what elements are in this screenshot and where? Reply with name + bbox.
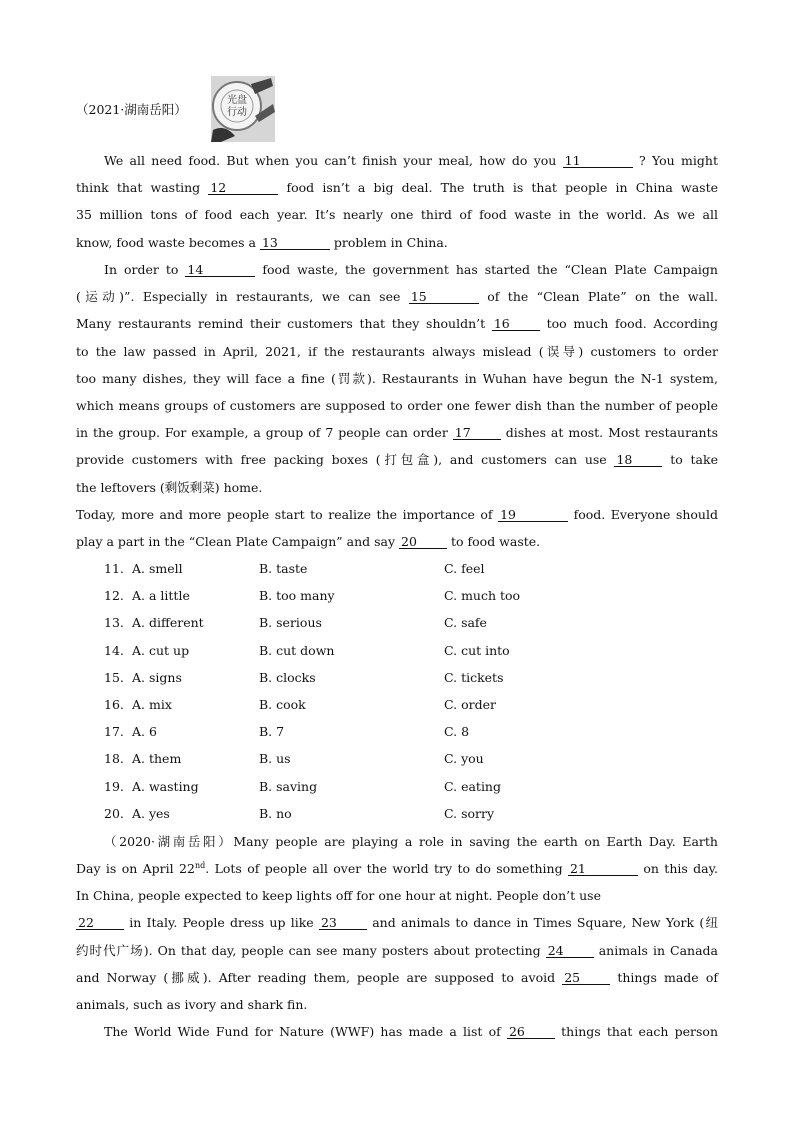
option-c: C. sorry	[444, 805, 495, 821]
option-b: B. cut down	[259, 642, 335, 658]
passage-line: 22 in Italy. People dress up like 23 and animals to dance in Times Square, New York (纽	[78, 915, 718, 930]
blank-24: 24	[546, 944, 594, 958]
passage-line: play a part in the “Clean Plate Campaign” and say 20 to food waste.	[76, 534, 541, 549]
svg-text:行动: 行动	[227, 107, 247, 118]
passage-line: In order to 14 food waste, the government has started the “Clean Plate Campaign	[104, 262, 718, 277]
option-row	[104, 670, 704, 686]
blank-13: 13	[260, 236, 330, 250]
option-row	[104, 751, 704, 767]
option-b: B. too many	[259, 588, 335, 604]
passage-line: animals, such as ivory and shark fin.	[76, 997, 308, 1012]
passage-line: think that wasting 12 food isn’t a big deal. The truth is that people in China waste	[76, 180, 718, 195]
option-b: B. saving	[259, 778, 318, 794]
option-row	[104, 806, 704, 822]
svg-text:光盘: 光盘	[227, 95, 247, 106]
question-number: 11.	[104, 561, 124, 576]
passage-line: Day is on April 22nd. Lots of people all over the world try to do something 21 on this day.	[76, 860, 718, 876]
passage-line: and Norway (挪威). After reading them, people are supposed to avoid 25 things made of	[76, 970, 718, 985]
option-b: B. serious	[259, 615, 322, 631]
option-c: C. eating	[444, 778, 501, 794]
option-b: B. taste	[259, 561, 308, 576]
passage-line: which means groups of customers are supposed to order one fewer dish than the number of people	[76, 398, 718, 413]
source-label-2021: （2021·湖南岳阳）	[76, 102, 187, 117]
blank-19: 19	[498, 508, 568, 522]
option-row	[104, 697, 704, 713]
option-a: A. a little	[132, 588, 190, 604]
option-a: A. smell	[132, 561, 183, 576]
passage-line: The World Wide Fund for Nature (WWF) has made a list of 26 things that each person	[104, 1024, 719, 1039]
option-c: C. 8	[444, 724, 470, 740]
blank-16: 16	[492, 317, 540, 331]
blank-22: 22	[76, 916, 124, 930]
passage-line: too many dishes, they will face a fine (罚款). Restaurants in Wuhan have begun the N-1 system,	[76, 371, 718, 386]
clean-plate-logo-icon	[211, 76, 275, 142]
blank-25: 25	[562, 971, 610, 985]
passage-line: （2020·湖南岳阳）Many people are playing a role in saving the earth on Earth Day. Earth	[104, 834, 718, 849]
blank-17: 17	[453, 426, 501, 440]
question-number: 15.	[104, 669, 124, 685]
question-number: 18.	[104, 751, 124, 767]
option-a: A. signs	[132, 669, 182, 685]
blank-23: 23	[319, 916, 367, 930]
option-b: B. clocks	[259, 669, 316, 685]
question-number: 13.	[104, 615, 124, 631]
option-c: C. you	[444, 751, 484, 767]
option-row	[104, 588, 704, 604]
option-a: A. 6	[132, 724, 157, 740]
question-number: 16.	[104, 697, 124, 712]
option-a: A. them	[132, 751, 182, 767]
option-b: B. no	[259, 805, 292, 821]
passage-line: to the law passed in April, 2021, if the restaurants always mislead (误导) customers to order	[76, 344, 718, 359]
passage-line: provide customers with free packing boxes (打包盒), and customers can use 18 to take	[76, 452, 718, 467]
option-a: A. wasting	[132, 778, 199, 794]
option-b: B. cook	[259, 697, 306, 712]
option-c: C. feel	[444, 561, 485, 576]
option-c: C. tickets	[444, 669, 504, 685]
blank-15: 15	[409, 290, 479, 304]
passage-line: know, food waste becomes a 13 problem in China.	[76, 235, 448, 250]
option-row	[104, 724, 704, 740]
blank-14: 14	[185, 263, 255, 277]
option-b: B. us	[259, 751, 291, 767]
passage-line: Many restaurants remind their customers that they shouldn’t 16 too much food. According	[76, 316, 718, 331]
option-row	[104, 615, 704, 631]
option-a: A. yes	[132, 805, 170, 821]
option-c: C. order	[444, 697, 496, 712]
option-c: C. safe	[444, 615, 487, 631]
question-number: 20.	[104, 805, 124, 821]
blank-20: 20	[399, 535, 447, 549]
passage-line: 约时代广场). On that day, people can see many posters about protecting 24 animals in Canada	[76, 943, 719, 958]
question-number: 12.	[104, 588, 124, 604]
option-b: B. 7	[259, 724, 285, 740]
passage-line: (运动)”. Especially in restaurants, we can see 15 of the “Clean Plate” on the wall.	[76, 289, 718, 304]
option-row	[104, 643, 704, 659]
clean-plate-logo-image	[211, 76, 275, 142]
option-c: C. much too	[444, 588, 521, 604]
question-number: 17.	[104, 724, 124, 740]
passage-line: 35 million tons of food each year. It’s nearly one third of food waste in the world. As we all	[76, 207, 718, 222]
option-row	[104, 779, 704, 795]
passage-line: Today, more and more people start to realize the importance of 19 food. Everyone should	[76, 507, 718, 522]
question-number: 19.	[104, 778, 124, 794]
passage-line: the leftovers (剩饭剩菜) home.	[76, 480, 263, 495]
blank-18: 18	[614, 453, 662, 467]
blank-26: 26	[507, 1025, 555, 1039]
blank-12: 12	[208, 181, 278, 195]
question-number: 14.	[104, 642, 124, 658]
option-a: A. cut up	[132, 642, 190, 658]
option-a: A. mix	[132, 697, 172, 712]
blank-11: 11	[563, 154, 633, 168]
blank-21: 21	[568, 862, 638, 876]
option-a: A. different	[132, 615, 204, 631]
option-row	[104, 561, 704, 577]
option-c: C. cut into	[444, 642, 510, 658]
passage-line: We all need food. But when you can’t finish your meal, how do you 11 ? You might	[104, 153, 718, 168]
passage-line: in the group. For example, a group of 7 people can order 17 dishes at most. Most restaurants	[76, 425, 719, 440]
passage-line: In China, people expected to keep lights off for one hour at night. People don’t use	[76, 888, 601, 903]
